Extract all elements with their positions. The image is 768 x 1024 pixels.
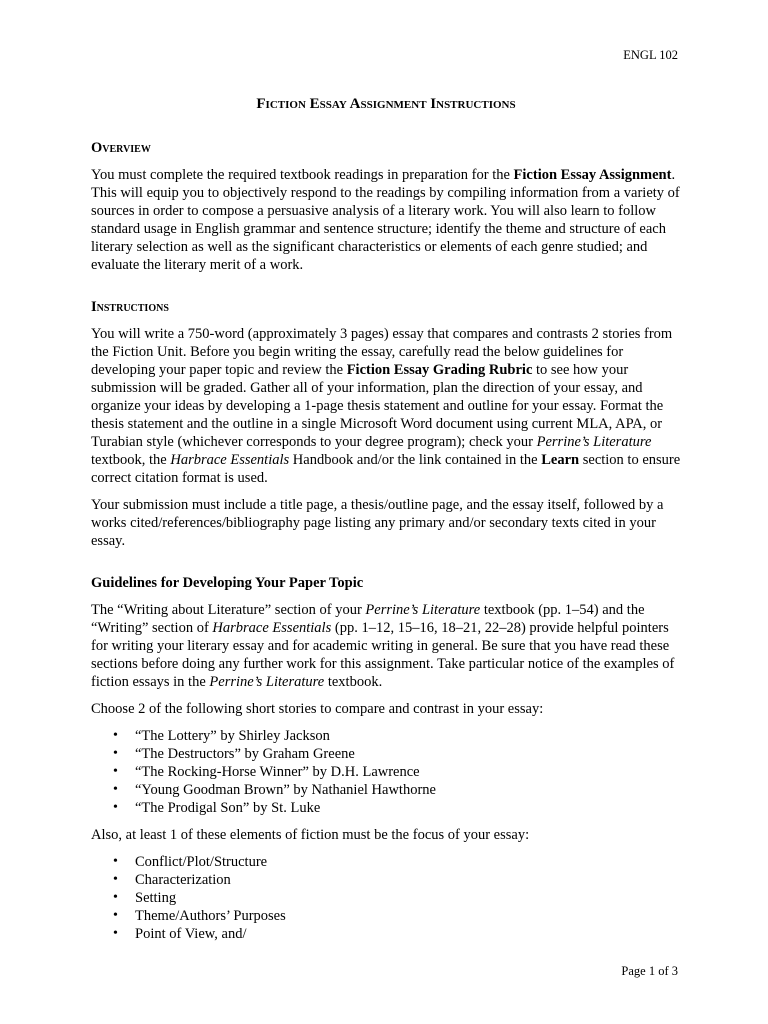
elements-intro: Also, at least 1 of these elements of fiction must be the focus of your essay:: [91, 827, 530, 843]
page-number: Page 1 of 3: [621, 964, 678, 978]
list-item: • “The Rocking-Horse Winner” by D.H. Lawrence: [135, 763, 681, 781]
list-item: • “The Prodigal Son” by St. Luke: [135, 799, 681, 817]
overview-paragraph: You must complete the required textbook readings in preparation for the Fiction Essay Assignment. This will equip you to objectively respond to the readings by compiling information from a variety of sources in order to compose a persuasive analysis of a literary work. You will also learn to follow standard usage in English grammar and sentence structure; identify the theme and structure of each literary selection as well as the significant characteristics or elements of each genre studied; and evaluate the literary merit of a work.: [91, 167, 680, 273]
list-item: • Theme/Authors’ Purposes: [135, 907, 681, 925]
list-item: • “The Lottery” by Shirley Jackson: [135, 727, 681, 745]
document-body: [91, 95, 681, 952]
instructions-paragraph-1: You will write a 750-word (approximately 3 pages) essay that compares and contrasts 2 stories from the Fiction Unit. Before you begin writing the essay, carefully read the below guidelines for developing your paper topic and review the Fiction Essay Grading Rubric to see how your submission will be graded. Gather all of your information, plan the direction of your essay, and organize your ideas by developing a 1-page thesis statement and outline for your essay. Format the thesis statement and the outline in a single Microsoft Word document using current MLA, APA, or Turabian style (whichever corresponds to your degree program); check your Perrine’s Literature textbook, the Harbrace Essentials Handbook and/or the link contained in the Learn section to ensure correct citation format is used.: [91, 326, 681, 486]
list-item: • “The Destructors” by Graham Greene: [135, 745, 681, 763]
list-item: • “Young Goodman Brown” by Nathaniel Hawthorne: [135, 781, 681, 799]
list-item: • Setting: [135, 889, 681, 907]
page-title: Fiction Essay Assignment Instructions: [256, 96, 516, 112]
stories-list: [91, 727, 681, 817]
course-code: ENGL 102: [623, 48, 678, 62]
elements-list: [91, 853, 681, 943]
instructions-paragraph-2: Your submission must include a title page, a thesis/outline page, and the essay itself, followed by a works cited/references/bibliography page listing any primary and/or secondary texts cited in your essay.: [91, 497, 664, 549]
instructions-heading: Instructions: [91, 299, 169, 315]
overview-heading: Overview: [91, 140, 151, 156]
choose-intro: Choose 2 of the following short stories to compare and contrast in your essay:: [91, 701, 544, 717]
guidelines-paragraph: The “Writing about Literature” section of your Perrine’s Literature textbook (pp. 1–54) and the “Writing” section of Harbrace Essentials (pp. 1–12, 15–16, 18–21, 22–28) provide helpful pointers for writing your literary essay and for academic writing in general. Be sure that you have read these sections before doing any further work for this assignment. Take particular notice of the examples of fiction essays in the Perrine’s Literature textbook.: [91, 602, 675, 690]
list-item: • Characterization: [135, 871, 681, 889]
list-item: • Conflict/Plot/Structure: [135, 853, 681, 871]
list-item: • Point of View, and/: [135, 925, 681, 943]
guidelines-heading: Guidelines for Developing Your Paper Topic: [91, 575, 364, 591]
